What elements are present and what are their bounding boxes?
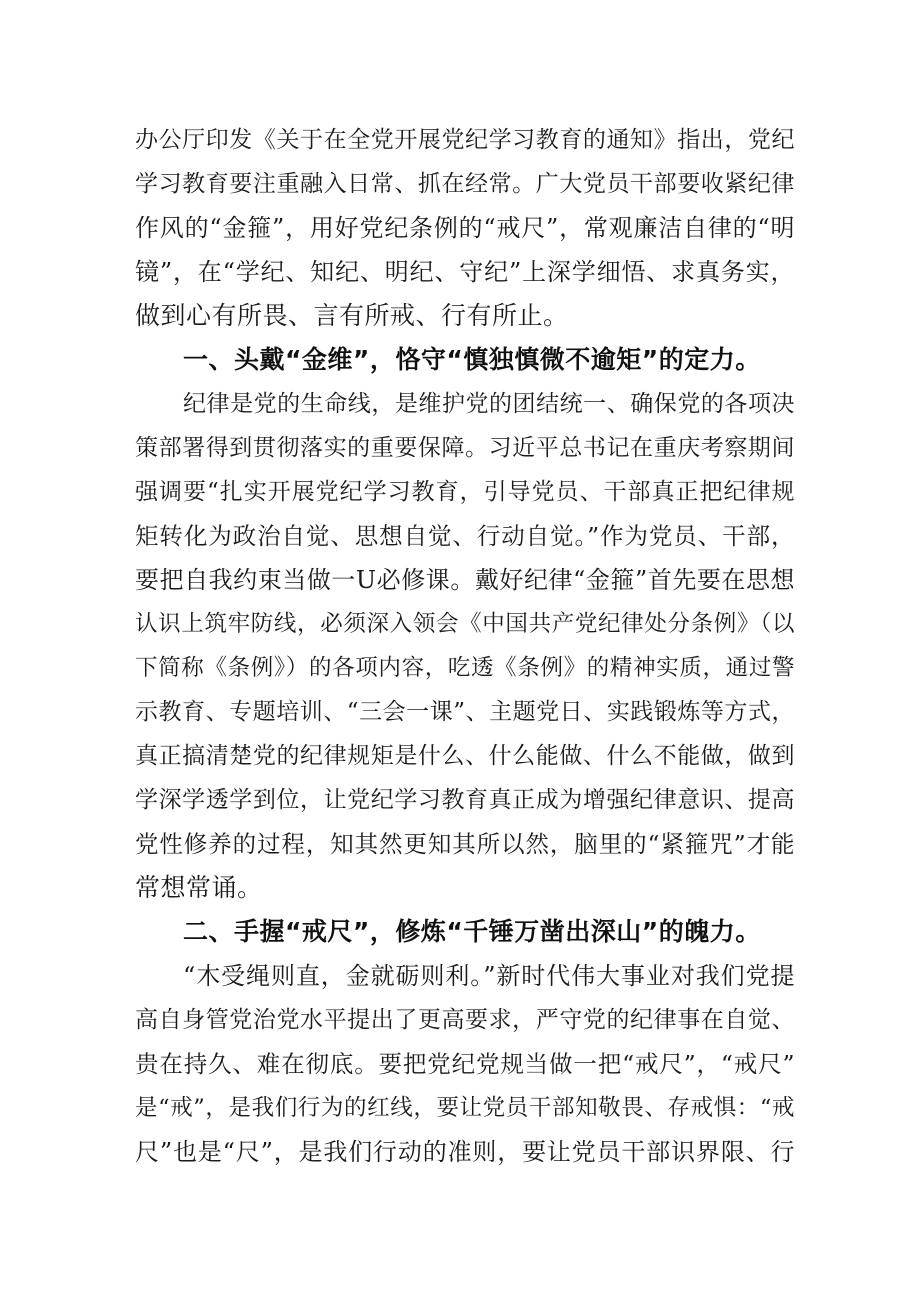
section2-line-3: 贵在持久、难在彻底。要把党纪党规当做一把“戒尺”，“戒尺”: [135, 1050, 795, 1078]
intro-line-2: 学习教育要注重融入日常、抓在经常。广大党员干部要收紧纪律: [135, 171, 795, 197]
section1-line-4: 矩转化为政治自觉、思想自觉、行动自觉。”作为党员、干部，: [135, 522, 795, 550]
section1-line-2: 策部署得到贯彻落实的重要保障。习近平总书记在重庆考察期间: [135, 435, 795, 461]
section1-line-8: 示教育、专题培训、“三会一课”、主题党日、实践锻炼等方式，: [135, 699, 795, 725]
section1-line-3: 强调要“扎实开展党纪学习教育，引导党员、干部真正把纪律规: [135, 479, 795, 505]
section1-line-1: 纪律是党的生命线，是维护党的团结统一、确保党的各项决: [183, 391, 795, 417]
intro-line-1: 办公厅印发《关于在全党开展党纪学习教育的通知》指出，党纪: [135, 127, 795, 153]
section1-line-9: 真正搞清楚党的纪律规矩是什么、什么能做、什么不能做，做到: [135, 743, 795, 769]
section1-line-12: 常想常诵。: [135, 873, 263, 902]
section2-line-4: 是“戒”，是我们行为的红线，要让党员干部知敬畏、存戒惧：“戒: [135, 1095, 795, 1121]
section2-line-2: 高自身管党治党水平提出了更高要求，严守党的纪律事在自觉、: [135, 1007, 795, 1033]
section1-line-10: 学深学透学到位，让党纪学习教育真正成为增强纪律意识、提高: [135, 787, 795, 813]
intro-line-4: 镜”，在“学纪、知纪、明纪、守纪”上深学细悟、求真务实，: [135, 258, 795, 286]
intro-line-3: 作风的“金箍”，用好党纪条例的“戒尺”，常观廉洁自律的“明: [135, 214, 795, 242]
section2-line-1: “木受绳则直，金就砺则利。”新时代伟大事业对我们党提: [183, 962, 795, 990]
section1-line-11: 党性修养的过程，知其然更知其所以然，脑里的“紧箍咒”才能: [135, 830, 795, 858]
section2-heading: 二、手握“戒尺”，修炼“千锤万凿出深山”的魄力。: [183, 917, 761, 946]
section1-line-7: 下简称《条例》）的各项内容，吃透《条例》的精神实质，通过警: [135, 655, 795, 681]
section1-line-6: 认识上筑牢防线，必须深入领会《中国共产党纪律处分条例》（以: [135, 611, 795, 637]
section1-line-5: 要把自我约束当做一U必修课。戴好纪律“金箍”首先要在思想: [135, 566, 795, 594]
intro-line-5: 做到心有所畏、言有所戒、行有所止。: [135, 301, 569, 330]
section1-heading: 一、头戴“金维”，恪守“慎独慎微不逾矩”的定力。: [183, 345, 761, 374]
section2-line-5: 尺”也是“尺”，是我们行动的准则，要让党员干部识界限、行: [135, 1138, 795, 1166]
